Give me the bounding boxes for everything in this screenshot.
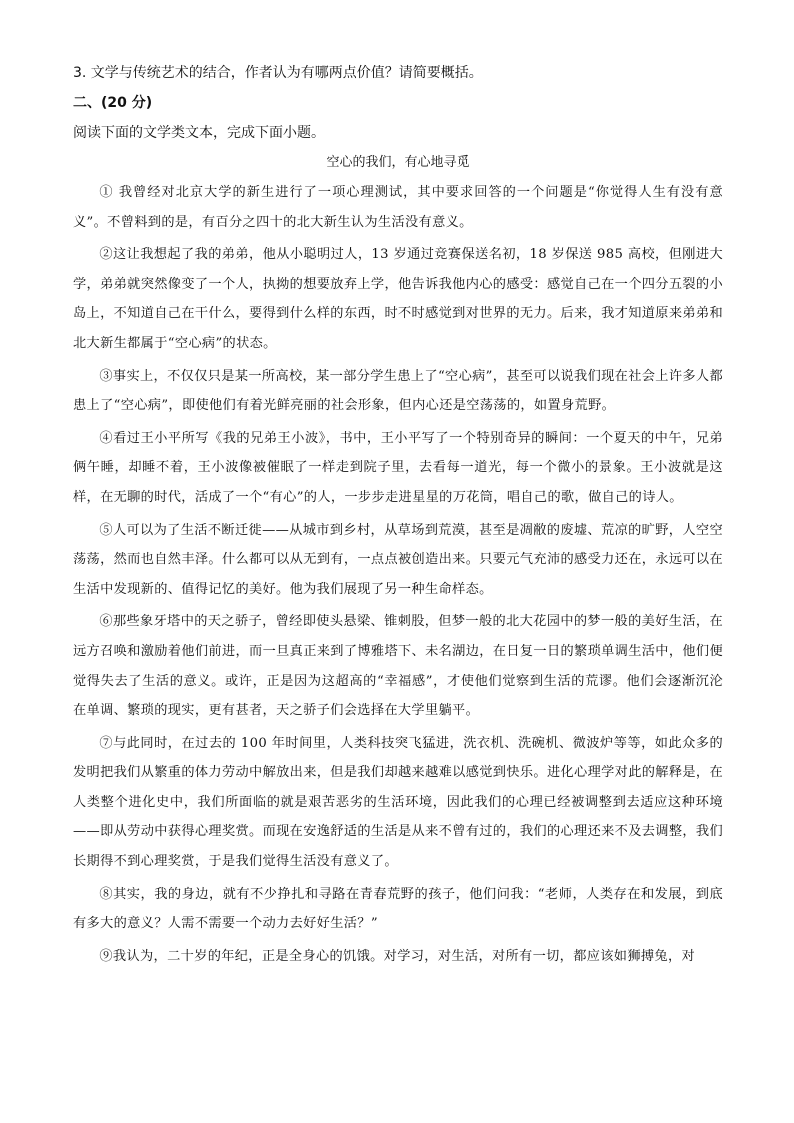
section-heading: 二、(20 分) <box>73 95 153 111</box>
paragraph-6: ⑥那些象牙塔中的天之骄子，曾经即使头悬梁、锥刺股，但梦一般的北大花园中的梦一般的美好生活，在远方召唤和激励着他们前进，而一旦真正来到了博雅塔下、未名湖边，在日复一日的繁琐单调生活中，他们便觉得失去了生活的意义。或许，正是因为这超高的“幸福感”，才使他们觉察到生活的荒谬。他们会逐渐沉沦在单调、繁琐的现实，更有甚者，天之骄子们会选择在大学里躺平。 <box>73 614 723 719</box>
paragraph-3: ③事实上，不仅仅只是某一所高校，某一部分学生患上了“空心病”，甚至可以说我们现在社会上许多人都患上了“空心病”，即使他们有着光鲜亮丽的社会形象，但内心还是空荡荡的，如置身荒野。 <box>73 368 723 414</box>
paragraph-9: ⑨我认为，二十岁的年纪，正是全身心的饥饿。对学习，对生活，对所有一切，都应该如狮搏兔，对 <box>99 948 696 964</box>
paragraph-8: ⑧其实，我的身边，就有不少挣扎和寻路在青春荒野的孩子，他们问我：“老师，人类存在和发展，到底有多大的意义？人需不需要一个动力去好好生活？” <box>73 886 723 932</box>
question-3: 3. 文学与传统艺术的结合，作者认为有哪两点价值？请简要概括。 <box>73 65 483 81</box>
article-title: 空心的我们，有心地寻觅 <box>326 155 470 170</box>
paragraph-1: ① 我曾经对北京大学的新生进行了一项心理测试，其中要求回答的一个问题是“你觉得人生有没有意义”。不曾料到的是，有百分之四十的北大新生认为生活没有意义。 <box>73 185 723 230</box>
paragraph-4: ④看过王小平所写《我的兄弟王小波》，书中，王小平写了一个特别奇异的瞬间：一个夏天的中午，兄弟俩午睡，却睡不着，王小波像被催眠了一样走到院子里，去看每一道光，每一个微小的景象。王小波就是这样，在无聊的时代，活成了一个“有心”的人，一步步走进星星的万花筒，唱自己的歌，做自己的诗人。 <box>73 430 723 505</box>
document-page <box>73 58 723 974</box>
paragraph-7: ⑦与此同时，在过去的 100 年时间里，人类科技突飞猛进，洗衣机、洗碗机、微波炉等等，如此众多的发明把我们从繁重的体力劳动中解放出来，但是我们却越来越难以感觉到快乐。进化心理学对此的解释是，在人类整个进化史中，我们所面临的就是艰苦恶劣的生活环境，因此我们的心理已经被调整到去适应这种环境——即从劳动中获得心理奖赏。而现在安逸舒适的生活是从来不曾有过的，我们的心理还来不及去调整，我们长期得不到心理奖赏，于是我们觉得生活没有意义了。 <box>73 735 723 870</box>
paragraph-2: ②这让我想起了我的弟弟，他从小聪明过人，13 岁通过竞赛保送名初，18 岁保送 985 高校，但刚进大学，弟弟就突然像变了一个人，执拗的想要放弃上学，他告诉我他内心的感受：感觉自己在一个四分五裂的小岛上，不知道自己在干什么，要得到什么样的东西，时不时感觉到对世界的无力。后来，我才知道原来弟弟和北大新生都属于“空心病”的状态。 <box>73 247 723 351</box>
section-instruction: 阅读下面的文学类文本，完成下面小题。 <box>73 125 325 141</box>
paragraph-5: ⑤人可以为了生活不断迁徙——从城市到乡村，从草场到荒漠，甚至是凋敝的废墟、荒凉的旷野，人空空荡荡，然而也自然丰泽。什么都可以从无到有，一点点被创造出来。只要元气充沛的感受力还在，永远可以在生活中发现新的、值得记忆的美好。他为我们展现了另一种生命样态。 <box>73 522 723 597</box>
